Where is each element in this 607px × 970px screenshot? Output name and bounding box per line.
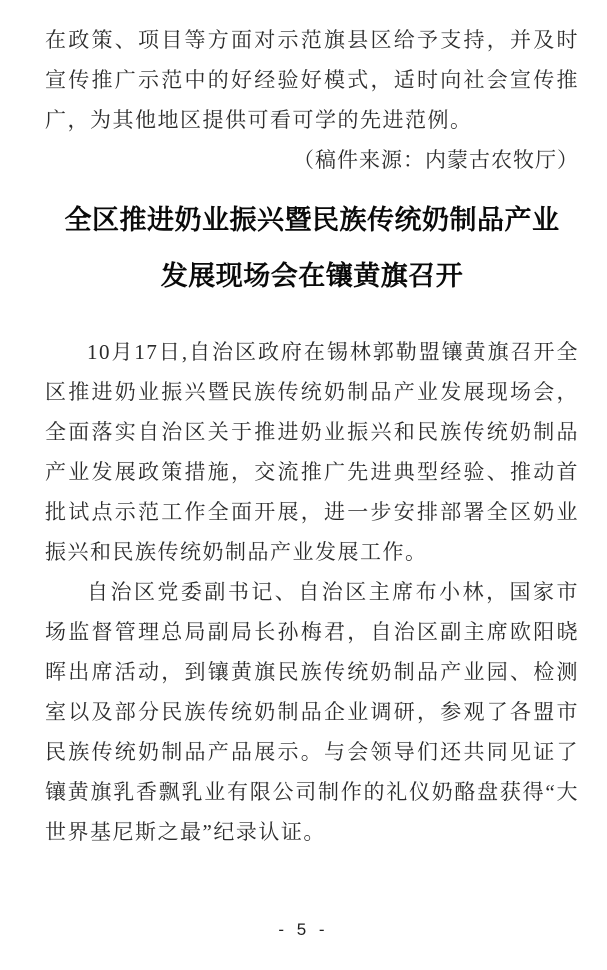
- article-title-line-2: 发展现场会在镶黄旗召开: [160, 261, 464, 291]
- article-paragraph-2: 自治区党委副书记、自治区主席布小林，国家市场监督管理总局副局长孙梅君，自治区副主席欧阳晓晖出席活动，到镶黄旗民族传统奶制品产业园、检测室以及部分民族传统奶制品企业调研，参观了各盟市民族传统奶制品产品展示。与会领导们还共同见证了镶黄旗乳香飘乳业有限公司制作的礼仪奶酪盘获得“大世界基尼斯之最”纪录认证。: [45, 580, 579, 844]
- continuation-paragraph: 在政策、项目等方面对示范旗县区给予支持，并及时宣传推广示范中的好经验好模式，适时向社会宣传推广，为其他地区提供可看可学的先进范例。: [45, 28, 579, 132]
- source-attribution: （稿件来源：内蒙古农牧厅）: [293, 148, 579, 172]
- article-title: [45, 192, 579, 304]
- article-paragraph-1: 10月17日,自治区政府在锡林郭勒盟镶黄旗召开全区推进奶业振兴暨民族传统奶制品产业发展现场会，全面落实自治区关于推进奶业振兴和民族传统奶制品产业发展政策措施，交流推广先进典型经验、推动首批试点示范工作全面开展，进一步安排部署全区奶业振兴和民族传统奶制品产业发展工作。: [45, 340, 579, 564]
- page-number: - 5 -: [278, 920, 329, 939]
- article-title-line-1: 全区推进奶业振兴暨民族传统奶制品产业: [64, 205, 560, 235]
